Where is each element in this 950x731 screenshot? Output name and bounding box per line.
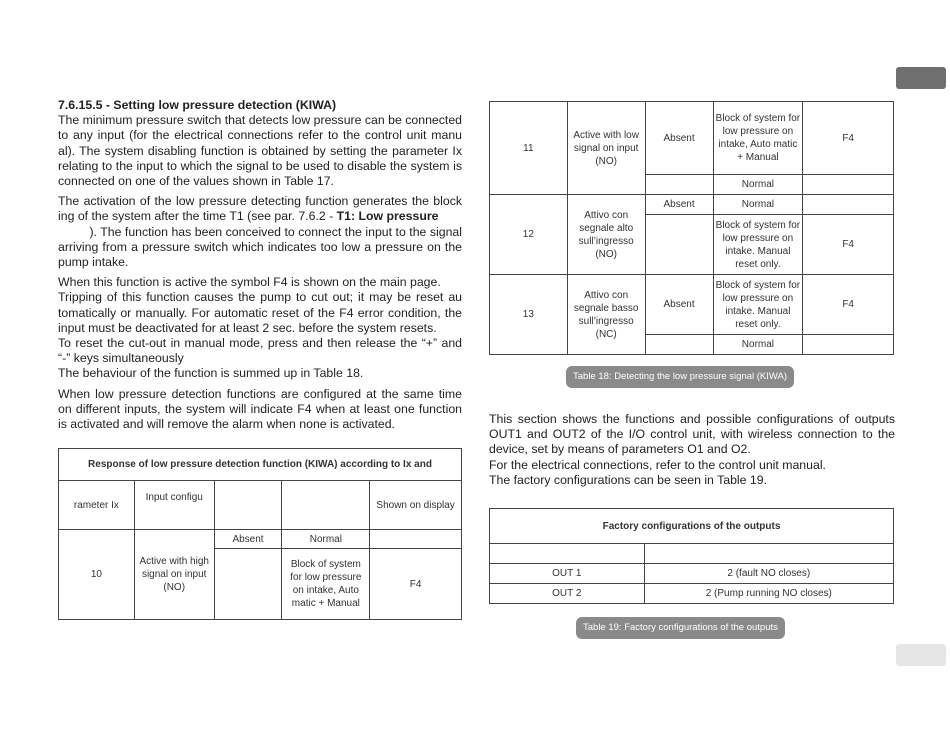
paragraph-2-start: The activation of the low pressure detecting function generates the block ing of the system after the time T1 (see par. 7.6.2 - xyxy=(58,194,462,224)
table-17 xyxy=(58,448,462,620)
table-18-config: Attivo con segnale alto sull’ingresso (NO) xyxy=(567,195,645,275)
outputs-paragraph-3: The factory configurations can be seen in Table 19. xyxy=(489,472,767,487)
section-tab-active xyxy=(896,67,946,89)
table-18-caption: Table 18: Detecting the low pressure signal (KIWA) xyxy=(566,366,794,388)
paragraph-1: The minimum pressure switch that detects low pressure can be connected to any input (for the electrical connections refer to the control unit manu al). The system disabling function is obtained by setting the parameter Ix relating to the input to which the signal to be used to disable the system is connected on one of the values shown in Table 17. xyxy=(58,113,462,189)
paragraph-4: Tripping of this function causes the pump to cut out; it may be reset au tomatically or manually. For automatic reset of the F4 error condition, the input must be deactivated for at least 2 sec. before the system resets. xyxy=(58,290,462,335)
paragraph-2 xyxy=(58,194,462,270)
table-17-header-input: Input configu xyxy=(134,481,214,530)
outputs-paragraph-1: This section shows the functions and possible configurations of outputs OUT1 and OUT2 of the I/O control unit, with wireless connection to the device, set by means of parameters O1 and O2. xyxy=(489,412,895,457)
table-18-absent: Absent xyxy=(645,195,713,215)
table-18-value: 13 xyxy=(490,275,568,355)
table-18-cell xyxy=(645,215,713,275)
table-18-config: Attivo con segnale basso sull’ingresso (NC) xyxy=(567,275,645,355)
left-column xyxy=(58,98,462,437)
table-18-config: Active with low signal on input (NO) xyxy=(567,102,645,195)
table-18-cell xyxy=(803,335,894,355)
table-19-config: 2 (fault NO closes) xyxy=(644,564,893,584)
outputs-paragraph-2: For the electrical connections, refer to the control unit manual. xyxy=(489,457,826,472)
table-18-cell xyxy=(645,175,713,195)
paragraph-5: To reset the cut-out in manual mode, press and then release the “+” and “-” keys simultaneously xyxy=(58,336,462,366)
table-19-config: 2 (Pump running NO closes) xyxy=(644,584,893,604)
table-18-normal: Normal xyxy=(713,335,803,355)
table-19-output: OUT 2 xyxy=(490,584,645,604)
table-17-header-display: Shown on display xyxy=(370,481,462,530)
table-17-config: Active with high signal on input (NO) xyxy=(134,530,214,620)
table-19-caption: Table 19: Factory configurations of the outputs xyxy=(576,617,785,639)
table-19-cell xyxy=(644,544,893,564)
parameter-link-t1: T1: Low pressure xyxy=(336,209,439,224)
table-18-cell xyxy=(803,195,894,215)
table-19-cell xyxy=(490,544,645,564)
table-18-value: 12 xyxy=(490,195,568,275)
table-18-display: F4 xyxy=(803,215,894,275)
table-19-title: Factory configurations of the outputs xyxy=(490,509,894,544)
table-17-header-empty xyxy=(214,481,282,530)
section-tab xyxy=(896,644,946,666)
table-18-display: F4 xyxy=(803,102,894,175)
paragraph-6: The behaviour of the function is summed up in Table 18. xyxy=(58,366,364,381)
table-18 xyxy=(489,101,894,355)
table-18-active: Block of system for low pressure on intake. Manual reset only. xyxy=(713,275,803,335)
table-18-normal: Normal xyxy=(713,195,803,215)
table-19-output: OUT 1 xyxy=(490,564,645,584)
table-17-header-empty xyxy=(282,481,370,530)
table-18-active: Block of system for low pressure on intake. Manual reset only. xyxy=(713,215,803,275)
table-17-absent: Absent xyxy=(214,530,282,549)
table-18-active: Block of system for low pressure on intake, Auto matic + Manual xyxy=(713,102,803,175)
paragraph-3: When this function is active the symbol F4 is shown on the main page. xyxy=(58,275,441,290)
table-19 xyxy=(489,508,894,604)
table-17-header-parameter: rameter Ix xyxy=(59,481,135,530)
table-18-normal: Normal xyxy=(713,175,803,195)
table-18-value: 11 xyxy=(490,102,568,195)
table-17-cell xyxy=(214,549,282,620)
table-18-display: F4 xyxy=(803,275,894,335)
table-18-absent: Absent xyxy=(645,275,713,335)
table-17-title: Response of low pressure detection function (KIWA) according to Ix and xyxy=(59,449,462,481)
table-18-cell xyxy=(645,335,713,355)
section-heading: 7.6.15.5 - Setting low pressure detection (KIWA) xyxy=(58,98,337,112)
table-18-absent: Absent xyxy=(645,102,713,175)
paragraph-2-end: ). The function has been conceived to connect the input to the signal arriving from a pressure switch which indicates too low a pressure on the pump intake. xyxy=(58,224,463,270)
table-18-cell xyxy=(803,175,894,195)
outputs-text xyxy=(489,412,895,488)
table-17-display: F4 xyxy=(370,549,462,620)
table-17-value: 10 xyxy=(59,530,135,620)
paragraph-7: When low pressure detection functions are configured at the same time on different inputs, the system will indicate F4 when at least one function is activated and will remove the alarm when none is activated. xyxy=(58,386,462,432)
table-17-normal: Normal xyxy=(282,530,370,549)
table-17-cell xyxy=(370,530,462,549)
table-17-active: Block of system for low pressure on intake, Auto matic + Manual xyxy=(282,549,370,620)
